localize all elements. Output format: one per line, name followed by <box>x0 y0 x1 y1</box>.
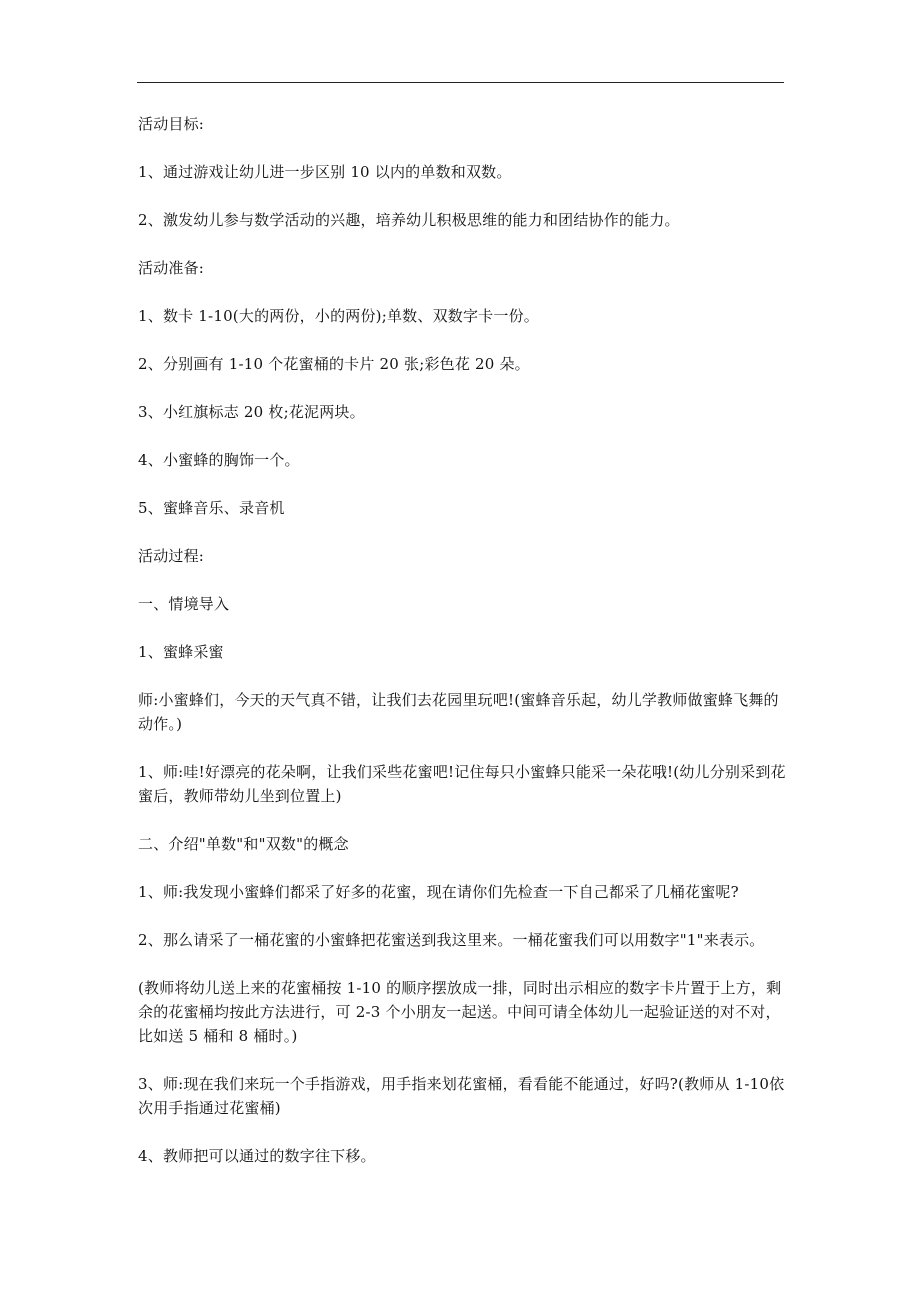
process-paragraph: 4、教师把可以通过的数字往下移。 <box>138 1147 376 1165</box>
prep-item-5: 5、蜜蜂音乐、录音机 <box>138 499 285 517</box>
process-paragraph: 1、师:我发现小蜜蜂们都采了好多的花蜜，现在请你们先检查一下自己都采了几桶花蜜呢? <box>138 883 739 901</box>
process-paragraph: 师:小蜜蜂们，今天的天气真不错，让我们去花园里玩吧!(蜜蜂音乐起，幼儿学教师做蜜蜂飞舞的动作。) <box>138 691 779 733</box>
process-paragraph: 3、师:现在我们来玩一个手指游戏，用手指来划花蜜桶，看看能不能通过，好吗?(教师从 1-10依次用手指通过花蜜桶) <box>138 1075 785 1117</box>
section-heading-1: 一、情境导入 <box>138 595 230 613</box>
document-body <box>138 112 786 1192</box>
heading-activity-preparation: 活动准备: <box>138 259 205 277</box>
section-heading-2: 二、介绍"单数"和"双数"的概念 <box>138 835 349 853</box>
prep-item-1: 1、数卡 1-10(大的两份，小的两份);单数、双数字卡一份。 <box>138 307 539 325</box>
prep-item-4: 4、小蜜蜂的胸饰一个。 <box>138 451 300 469</box>
heading-activity-goals: 活动目标: <box>138 115 205 133</box>
process-paragraph: 1、师:哇!好漂亮的花朵啊，让我们采些花蜜吧!记住每只小蜜蜂只能采一朵花哦!(幼儿分别采到花蜜后，教师带幼儿坐到位置上) <box>138 763 786 805</box>
process-paragraph: 2、那么请采了一桶花蜜的小蜜蜂把花蜜送到我这里来。一桶花蜜我们可以用数字"1"来表示。 <box>138 931 765 949</box>
heading-activity-process: 活动过程: <box>138 547 205 565</box>
header-rule <box>137 82 784 83</box>
subsection-bee-collect: 1、蜜蜂采蜜 <box>138 643 224 661</box>
goal-item-2: 2、激发幼儿参与数学活动的兴趣，培养幼儿积极思维的能力和团结协作的能力。 <box>138 211 680 229</box>
prep-item-3: 3、小红旗标志 20 枚;花泥两块。 <box>138 403 365 421</box>
goal-item-1: 1、通过游戏让幼儿进一步区别 10 以内的单数和双数。 <box>138 163 512 181</box>
process-paragraph: (教师将幼儿送上来的花蜜桶按 1-10 的顺序摆放成一排，同时出示相应的数字卡片置于上方，剩余的花蜜桶均按此方法进行，可 2-3 个小朋友一起送。中间可请全体幼儿一起验证送的对不对，比如送 5 桶和 8 桶时。) <box>138 979 782 1045</box>
prep-item-2: 2、分别画有 1-10 个花蜜桶的卡片 20 张;彩色花 20 朵。 <box>138 355 530 373</box>
